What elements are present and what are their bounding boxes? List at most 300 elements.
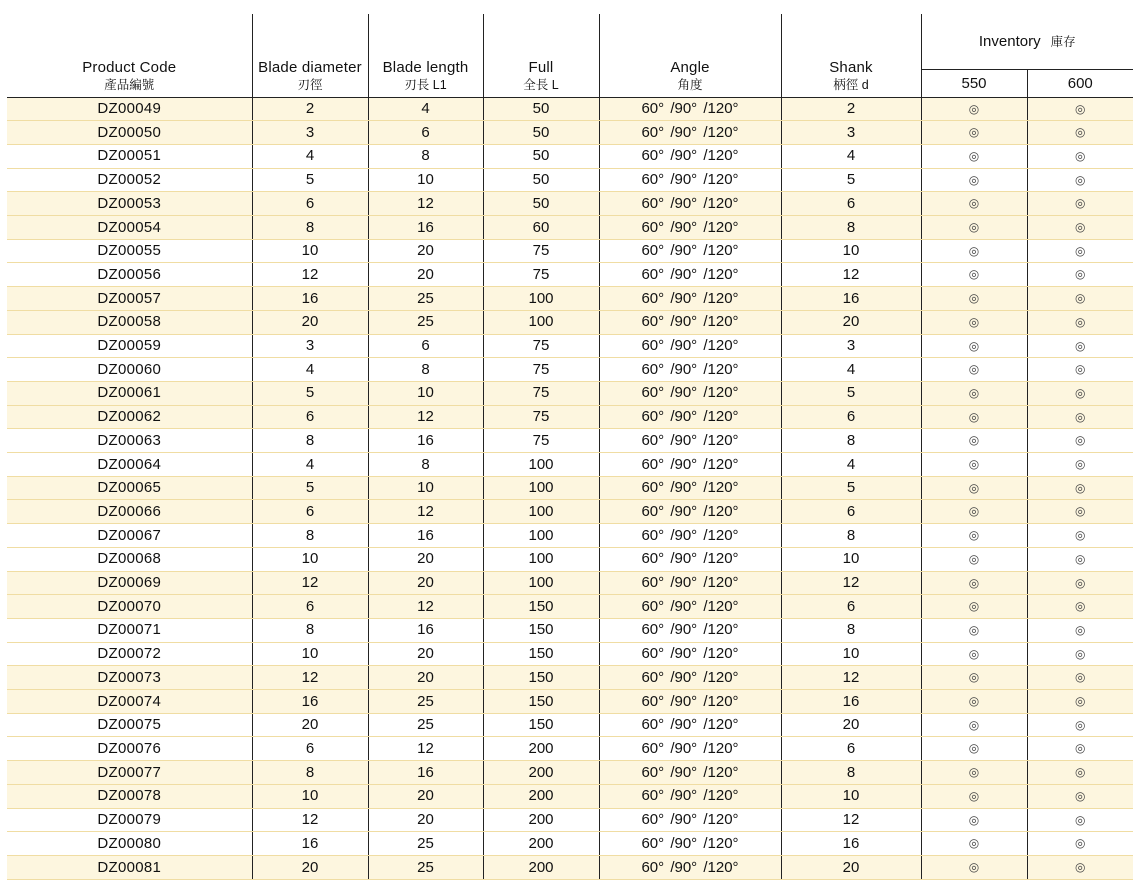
cell-angle: 60° /90° /120° <box>599 713 781 737</box>
cell-angle: 60° /90° /120° <box>599 642 781 666</box>
stock-circle-icon: ◎ <box>1075 528 1086 543</box>
stock-circle-icon: ◎ <box>1075 812 1086 827</box>
cell-inventory-550-mark <box>921 405 1027 429</box>
cell-inventory-600-mark <box>1027 500 1133 524</box>
cell-blade-diameter: 10 <box>252 239 368 263</box>
cell-full-length: 100 <box>483 287 599 311</box>
stock-circle-icon: ◎ <box>968 836 980 851</box>
cell-inventory-600-mark <box>1027 97 1133 121</box>
cell-full-length: 50 <box>483 97 599 121</box>
header-angle-en: Angle <box>670 58 710 76</box>
cell-angle: 60° /90° /120° <box>599 263 781 287</box>
stock-circle-icon: ◎ <box>968 314 980 329</box>
cell-product-code: DZ00051 <box>7 144 252 168</box>
cell-angle: 60° /90° /120° <box>599 761 781 785</box>
table-row <box>7 524 1133 548</box>
table-row <box>7 642 1133 666</box>
cell-inventory-600-mark <box>1027 453 1133 477</box>
cell-product-code: DZ00071 <box>7 618 252 642</box>
cell-full-length: 150 <box>483 713 599 737</box>
stock-circle-icon: ◎ <box>1075 860 1086 874</box>
header-product-code-en: Product Code <box>82 58 177 76</box>
cell-product-code: DZ00068 <box>7 547 252 571</box>
cell-product-code: DZ00050 <box>7 121 252 145</box>
cell-shank: 6 <box>781 500 921 524</box>
cell-angle: 60° /90° /120° <box>599 381 781 405</box>
stock-circle-icon: ◎ <box>1075 694 1086 709</box>
cell-inventory-550-mark <box>921 239 1027 263</box>
cell-product-code: DZ00056 <box>7 263 252 287</box>
cell-full-length: 150 <box>483 618 599 642</box>
stock-circle-icon: ◎ <box>968 599 980 614</box>
cell-full-length: 75 <box>483 334 599 358</box>
cell-shank: 5 <box>781 476 921 500</box>
cell-product-code: DZ00080 <box>7 832 252 856</box>
stock-circle-icon: ◎ <box>968 291 980 306</box>
cell-blade-length: 25 <box>368 310 483 334</box>
stock-circle-icon: ◎ <box>968 670 980 685</box>
table-row <box>7 713 1133 737</box>
cell-inventory-600-mark <box>1027 547 1133 571</box>
header-blade-length-en: Blade length <box>382 58 469 76</box>
cell-angle: 60° /90° /120° <box>599 832 781 856</box>
cell-inventory-550-mark <box>921 690 1027 714</box>
cell-inventory-600-mark <box>1027 121 1133 145</box>
cell-inventory-600-mark <box>1027 666 1133 690</box>
stock-circle-icon: ◎ <box>1075 291 1086 306</box>
cell-angle: 60° /90° /120° <box>599 192 781 216</box>
stock-circle-icon: ◎ <box>968 812 980 827</box>
stock-circle-icon: ◎ <box>1075 148 1086 163</box>
cell-shank: 8 <box>781 524 921 548</box>
cell-product-code: DZ00064 <box>7 453 252 477</box>
stock-circle-icon: ◎ <box>968 267 980 282</box>
stock-circle-icon: ◎ <box>968 504 980 519</box>
table-row <box>7 784 1133 808</box>
cell-shank: 20 <box>781 310 921 334</box>
cell-inventory-600-mark <box>1027 832 1133 856</box>
cell-inventory-600-mark <box>1027 287 1133 311</box>
cell-product-code: DZ00079 <box>7 808 252 832</box>
cell-angle: 60° /90° /120° <box>599 453 781 477</box>
stock-circle-icon: ◎ <box>968 575 980 590</box>
cell-blade-length: 20 <box>368 808 483 832</box>
cell-full-length: 200 <box>483 784 599 808</box>
table-row <box>7 334 1133 358</box>
table-row <box>7 405 1133 429</box>
stock-circle-icon: ◎ <box>968 409 980 424</box>
cell-inventory-550-mark <box>921 121 1027 145</box>
cell-blade-diameter: 4 <box>252 358 368 382</box>
stock-circle-icon: ◎ <box>968 717 980 732</box>
cell-blade-length: 25 <box>368 832 483 856</box>
cell-product-code: DZ00078 <box>7 784 252 808</box>
cell-full-length: 75 <box>483 263 599 287</box>
cell-full-length: 100 <box>483 571 599 595</box>
cell-blade-length: 12 <box>368 737 483 761</box>
cell-inventory-600-mark <box>1027 618 1133 642</box>
stock-circle-icon: ◎ <box>968 148 980 163</box>
cell-full-length: 75 <box>483 381 599 405</box>
cell-angle: 60° /90° /120° <box>599 429 781 453</box>
stock-circle-icon: ◎ <box>1075 243 1086 258</box>
stock-circle-icon: ◎ <box>968 788 980 803</box>
cell-inventory-550-mark <box>921 571 1027 595</box>
cell-blade-diameter: 12 <box>252 263 368 287</box>
cell-angle: 60° /90° /120° <box>599 690 781 714</box>
cell-blade-diameter: 10 <box>252 642 368 666</box>
cell-blade-length: 25 <box>368 690 483 714</box>
cell-angle: 60° /90° /120° <box>599 595 781 619</box>
cell-product-code: DZ00063 <box>7 429 252 453</box>
cell-product-code: DZ00049 <box>7 97 252 121</box>
cell-angle: 60° /90° /120° <box>599 476 781 500</box>
cell-shank: 16 <box>781 287 921 311</box>
header-inventory-en: Inventory <box>978 33 1041 51</box>
stock-circle-icon: ◎ <box>1075 433 1086 448</box>
table-row <box>7 500 1133 524</box>
cell-product-code: DZ00074 <box>7 690 252 714</box>
stock-circle-icon: ◎ <box>1075 765 1086 780</box>
cell-inventory-600-mark <box>1027 571 1133 595</box>
cell-shank: 6 <box>781 405 921 429</box>
cell-product-code: DZ00069 <box>7 571 252 595</box>
cell-angle: 60° /90° /120° <box>599 121 781 145</box>
cell-blade-length: 6 <box>368 334 483 358</box>
cell-inventory-550-mark <box>921 761 1027 785</box>
cell-shank: 6 <box>781 192 921 216</box>
cell-full-length: 75 <box>483 429 599 453</box>
cell-shank: 20 <box>781 856 921 880</box>
cell-full-length: 50 <box>483 121 599 145</box>
cell-inventory-600-mark <box>1027 239 1133 263</box>
stock-circle-icon: ◎ <box>1075 101 1086 116</box>
cell-angle: 60° /90° /120° <box>599 405 781 429</box>
stock-circle-icon: ◎ <box>968 528 980 543</box>
cell-full-length: 100 <box>483 310 599 334</box>
stock-circle-icon: ◎ <box>1075 836 1086 851</box>
cell-inventory-600-mark <box>1027 642 1133 666</box>
stock-circle-icon: ◎ <box>1075 338 1086 353</box>
cell-blade-diameter: 3 <box>252 121 368 145</box>
cell-product-code: DZ00067 <box>7 524 252 548</box>
table-row <box>7 358 1133 382</box>
cell-angle: 60° /90° /120° <box>599 97 781 121</box>
stock-circle-icon: ◎ <box>1075 457 1086 472</box>
cell-product-code: DZ00076 <box>7 737 252 761</box>
stock-circle-icon: ◎ <box>1075 741 1086 756</box>
table-row <box>7 808 1133 832</box>
cell-full-length: 75 <box>483 358 599 382</box>
cell-inventory-600-mark <box>1027 429 1133 453</box>
product-spec-table <box>7 14 1133 880</box>
stock-circle-icon: ◎ <box>1075 575 1086 590</box>
stock-circle-icon: ◎ <box>968 433 980 448</box>
table-row <box>7 381 1133 405</box>
cell-blade-diameter: 4 <box>252 453 368 477</box>
cell-inventory-550-mark <box>921 476 1027 500</box>
cell-blade-length: 10 <box>368 381 483 405</box>
cell-full-length: 200 <box>483 737 599 761</box>
stock-circle-icon: ◎ <box>968 457 980 472</box>
table-row <box>7 97 1133 121</box>
cell-blade-length: 25 <box>368 713 483 737</box>
cell-shank: 16 <box>781 832 921 856</box>
cell-angle: 60° /90° /120° <box>599 287 781 311</box>
table-row <box>7 595 1133 619</box>
cell-full-length: 200 <box>483 856 599 880</box>
cell-blade-length: 16 <box>368 429 483 453</box>
cell-product-code: DZ00057 <box>7 287 252 311</box>
cell-blade-length: 20 <box>368 666 483 690</box>
cell-blade-diameter: 12 <box>252 571 368 595</box>
cell-inventory-550-mark <box>921 334 1027 358</box>
stock-circle-icon: ◎ <box>968 694 980 709</box>
cell-blade-length: 12 <box>368 595 483 619</box>
cell-blade-diameter: 10 <box>252 784 368 808</box>
cell-full-length: 150 <box>483 642 599 666</box>
cell-blade-diameter: 5 <box>252 476 368 500</box>
cell-blade-diameter: 12 <box>252 808 368 832</box>
stock-circle-icon: ◎ <box>968 646 980 661</box>
cell-blade-length: 16 <box>368 761 483 785</box>
cell-angle: 60° /90° /120° <box>599 310 781 334</box>
table-row <box>7 618 1133 642</box>
stock-circle-icon: ◎ <box>968 551 980 566</box>
cell-product-code: DZ00077 <box>7 761 252 785</box>
cell-angle: 60° /90° /120° <box>599 618 781 642</box>
table-row <box>7 571 1133 595</box>
header-product-code <box>7 14 252 97</box>
cell-full-length: 50 <box>483 192 599 216</box>
cell-product-code: DZ00065 <box>7 476 252 500</box>
cell-full-length: 200 <box>483 761 599 785</box>
cell-product-code: DZ00073 <box>7 666 252 690</box>
stock-circle-icon: ◎ <box>968 243 980 258</box>
cell-full-length: 50 <box>483 144 599 168</box>
stock-circle-icon: ◎ <box>968 172 980 187</box>
cell-inventory-550-mark <box>921 263 1027 287</box>
cell-inventory-550-mark <box>921 216 1027 240</box>
table-body <box>7 97 1133 879</box>
cell-blade-diameter: 20 <box>252 713 368 737</box>
cell-angle: 60° /90° /120° <box>599 856 781 880</box>
cell-product-code: DZ00062 <box>7 405 252 429</box>
cell-shank: 12 <box>781 571 921 595</box>
cell-shank: 10 <box>781 239 921 263</box>
cell-shank: 6 <box>781 595 921 619</box>
stock-circle-icon: ◎ <box>968 196 980 211</box>
cell-inventory-550-mark <box>921 808 1027 832</box>
cell-inventory-550-mark <box>921 524 1027 548</box>
cell-inventory-600-mark <box>1027 713 1133 737</box>
table-row <box>7 761 1133 785</box>
cell-product-code: DZ00081 <box>7 856 252 880</box>
cell-shank: 4 <box>781 144 921 168</box>
table-row <box>7 263 1133 287</box>
cell-blade-diameter: 16 <box>252 832 368 856</box>
table-row <box>7 666 1133 690</box>
cell-shank: 8 <box>781 429 921 453</box>
cell-full-length: 100 <box>483 500 599 524</box>
cell-blade-diameter: 8 <box>252 761 368 785</box>
header-angle <box>599 14 781 97</box>
header-full-length <box>483 14 599 97</box>
cell-inventory-550-mark <box>921 429 1027 453</box>
cell-inventory-600-mark <box>1027 168 1133 192</box>
cell-blade-diameter: 2 <box>252 97 368 121</box>
header-inventory-zh: 庫存 <box>1050 35 1076 50</box>
stock-circle-icon: ◎ <box>1075 220 1086 235</box>
stock-circle-icon: ◎ <box>968 622 980 637</box>
cell-inventory-550-mark <box>921 453 1027 477</box>
cell-angle: 60° /90° /120° <box>599 334 781 358</box>
cell-blade-diameter: 5 <box>252 381 368 405</box>
stock-circle-icon: ◎ <box>1075 362 1086 377</box>
header-shank-en: Shank <box>829 58 873 76</box>
cell-inventory-550-mark <box>921 547 1027 571</box>
cell-inventory-600-mark <box>1027 358 1133 382</box>
table-row <box>7 310 1133 334</box>
stock-circle-icon: ◎ <box>968 125 980 140</box>
cell-shank: 5 <box>781 381 921 405</box>
cell-inventory-550-mark <box>921 168 1027 192</box>
cell-product-code: DZ00060 <box>7 358 252 382</box>
cell-shank: 5 <box>781 168 921 192</box>
cell-product-code: DZ00052 <box>7 168 252 192</box>
cell-blade-length: 25 <box>368 287 483 311</box>
table-row <box>7 287 1133 311</box>
table-row <box>7 144 1133 168</box>
stock-circle-icon: ◎ <box>968 860 980 874</box>
header-blade-diameter-zh: 刃徑 <box>297 77 323 92</box>
cell-product-code: DZ00075 <box>7 713 252 737</box>
header-full-length-en: Full <box>528 58 554 76</box>
stock-circle-icon: ◎ <box>1075 646 1086 661</box>
stock-circle-icon: ◎ <box>1075 125 1086 140</box>
cell-angle: 60° /90° /120° <box>599 216 781 240</box>
cell-full-length: 50 <box>483 168 599 192</box>
cell-inventory-600-mark <box>1027 524 1133 548</box>
cell-blade-length: 20 <box>368 547 483 571</box>
cell-shank: 4 <box>781 453 921 477</box>
cell-inventory-550-mark <box>921 642 1027 666</box>
cell-product-code: DZ00061 <box>7 381 252 405</box>
cell-shank: 12 <box>781 808 921 832</box>
cell-inventory-600-mark <box>1027 216 1133 240</box>
cell-product-code: DZ00055 <box>7 239 252 263</box>
cell-blade-diameter: 3 <box>252 334 368 358</box>
table-row <box>7 832 1133 856</box>
cell-angle: 60° /90° /120° <box>599 571 781 595</box>
stock-circle-icon: ◎ <box>968 101 980 116</box>
cell-product-code: DZ00070 <box>7 595 252 619</box>
header-inventory-550: 550 <box>921 69 1027 97</box>
header-blade-diameter-en: Blade diameter <box>258 58 362 76</box>
stock-circle-icon: ◎ <box>968 220 980 235</box>
cell-inventory-550-mark <box>921 666 1027 690</box>
cell-full-length: 100 <box>483 547 599 571</box>
cell-full-length: 200 <box>483 832 599 856</box>
cell-inventory-600-mark <box>1027 761 1133 785</box>
cell-blade-length: 16 <box>368 216 483 240</box>
cell-shank: 10 <box>781 784 921 808</box>
table-row <box>7 121 1133 145</box>
header-full-length-zh: 全長 L <box>523 77 559 92</box>
header-shank <box>781 14 921 97</box>
cell-blade-length: 16 <box>368 618 483 642</box>
cell-blade-length: 8 <box>368 144 483 168</box>
cell-angle: 60° /90° /120° <box>599 239 781 263</box>
table-row <box>7 192 1133 216</box>
stock-circle-icon: ◎ <box>968 362 980 377</box>
cell-inventory-600-mark <box>1027 405 1133 429</box>
cell-shank: 12 <box>781 263 921 287</box>
cell-full-length: 60 <box>483 216 599 240</box>
header-inventory <box>921 14 1133 69</box>
cell-inventory-600-mark <box>1027 690 1133 714</box>
table-row <box>7 239 1133 263</box>
cell-blade-length: 20 <box>368 239 483 263</box>
cell-blade-length: 8 <box>368 453 483 477</box>
cell-inventory-600-mark <box>1027 856 1133 880</box>
stock-circle-icon: ◎ <box>1075 267 1086 282</box>
cell-inventory-550-mark <box>921 856 1027 880</box>
cell-inventory-600-mark <box>1027 381 1133 405</box>
cell-inventory-550-mark <box>921 310 1027 334</box>
cell-blade-length: 6 <box>368 121 483 145</box>
cell-full-length: 75 <box>483 405 599 429</box>
cell-blade-length: 12 <box>368 192 483 216</box>
cell-inventory-600-mark <box>1027 737 1133 761</box>
table-row <box>7 737 1133 761</box>
stock-circle-icon: ◎ <box>1075 504 1086 519</box>
cell-blade-diameter: 6 <box>252 405 368 429</box>
table-row <box>7 429 1133 453</box>
cell-inventory-600-mark <box>1027 595 1133 619</box>
table-row <box>7 690 1133 714</box>
cell-inventory-550-mark <box>921 737 1027 761</box>
cell-inventory-550-mark <box>921 784 1027 808</box>
cell-blade-length: 20 <box>368 784 483 808</box>
cell-inventory-600-mark <box>1027 476 1133 500</box>
stock-circle-icon: ◎ <box>1075 551 1086 566</box>
cell-product-code: DZ00066 <box>7 500 252 524</box>
header-blade-diameter <box>252 14 368 97</box>
cell-angle: 60° /90° /120° <box>599 168 781 192</box>
cell-blade-diameter: 8 <box>252 429 368 453</box>
table-row <box>7 476 1133 500</box>
cell-blade-diameter: 8 <box>252 618 368 642</box>
cell-full-length: 150 <box>483 690 599 714</box>
header-angle-zh: 角度 <box>677 77 703 92</box>
cell-shank: 20 <box>781 713 921 737</box>
cell-inventory-600-mark <box>1027 144 1133 168</box>
cell-blade-diameter: 6 <box>252 192 368 216</box>
cell-product-code: DZ00072 <box>7 642 252 666</box>
cell-inventory-550-mark <box>921 97 1027 121</box>
table-row <box>7 453 1133 477</box>
cell-shank: 8 <box>781 618 921 642</box>
cell-angle: 60° /90° /120° <box>599 784 781 808</box>
cell-shank: 4 <box>781 358 921 382</box>
cell-shank: 10 <box>781 642 921 666</box>
cell-inventory-550-mark <box>921 358 1027 382</box>
cell-angle: 60° /90° /120° <box>599 358 781 382</box>
cell-blade-length: 25 <box>368 856 483 880</box>
cell-inventory-550-mark <box>921 381 1027 405</box>
cell-shank: 10 <box>781 547 921 571</box>
